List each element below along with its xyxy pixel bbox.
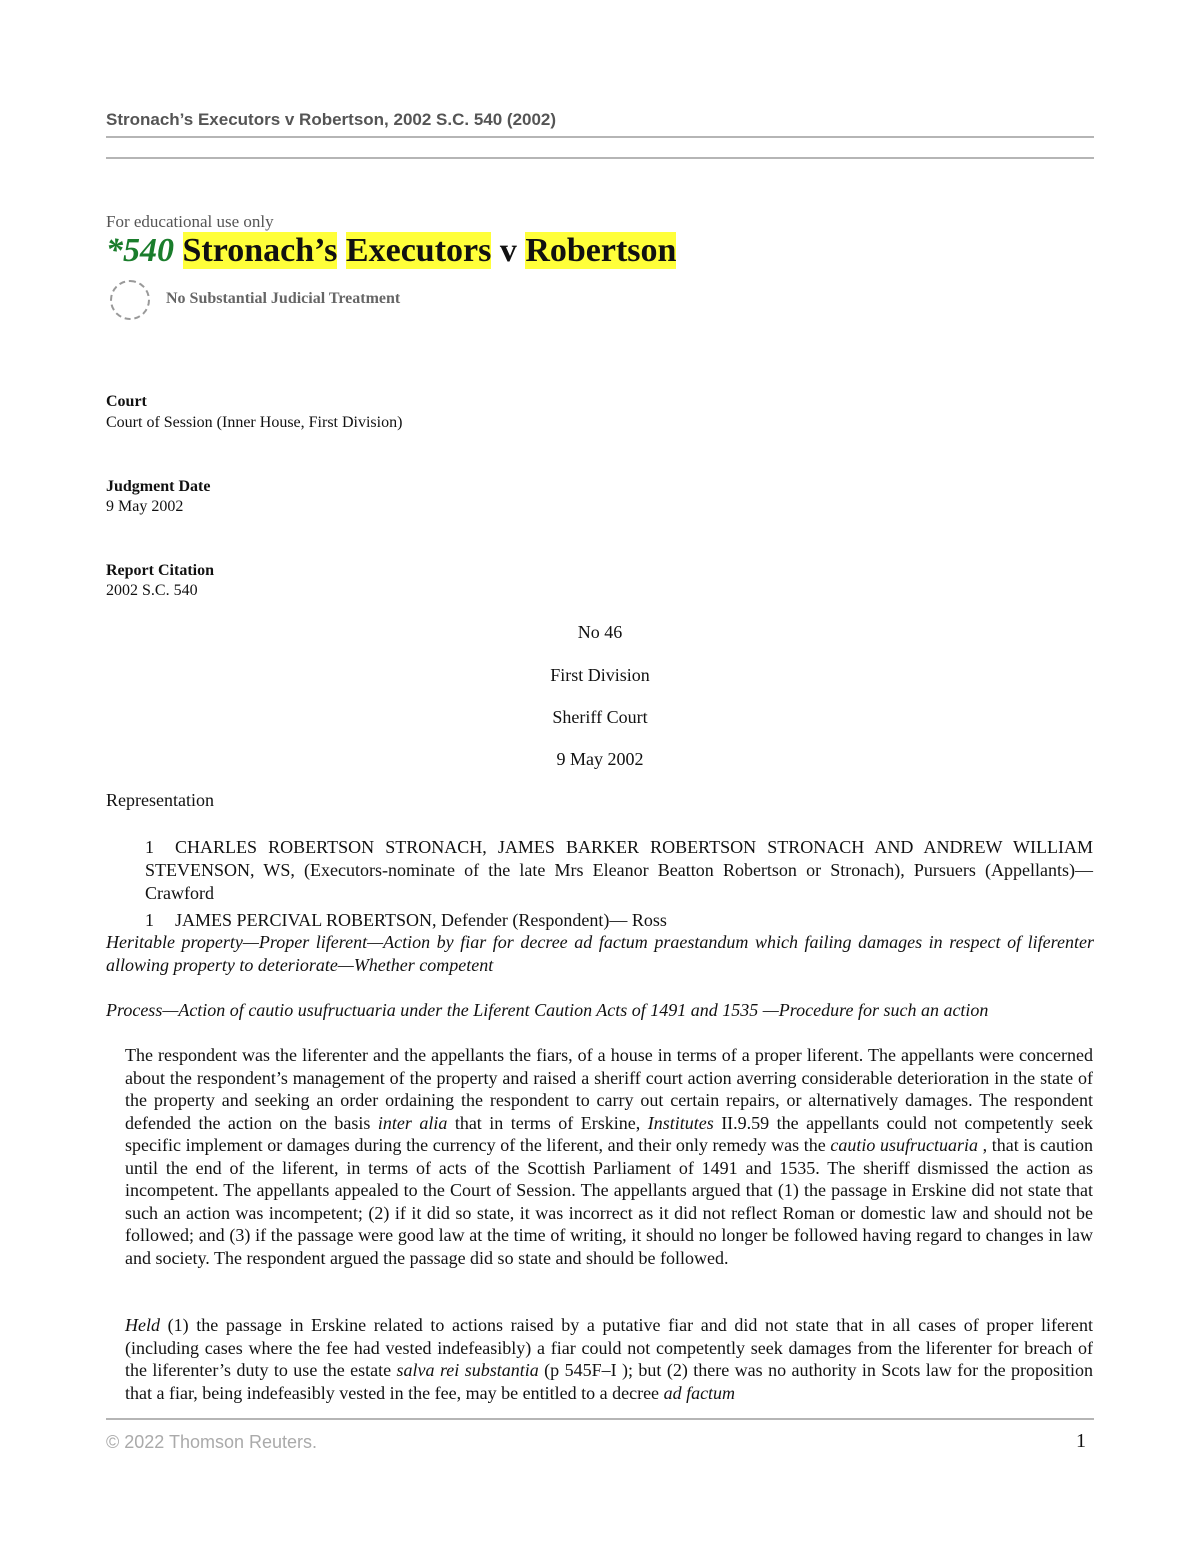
footer-rule (106, 1418, 1094, 1420)
judgment-date-value: 9 May 2002 (106, 498, 184, 515)
title-word-robertson: Robertson (525, 232, 677, 269)
report-citation-value: 2002 S.C. 540 (106, 582, 198, 599)
rubric-heritable-property: Heritable property—Proper liferent—Action by fiar for decree ad factum praestandum which failing damages in respect of liferenter allowing property to deteriorate—Whether competent (106, 932, 1094, 975)
headnote-paragraph-held: Held (1) the passage in Erskine related to actions raised by a putative fiar and did not state that in all cases of proper liferent (including cases where the fee had vested indefeasibly) a fiar could not competently seek damages from the liferenter for breach of the liferenter’s duty to use the estate salva rei substantia (p 545F–I ); but (2) there was no authority in Scots law for the proposition that a fiar, being indefeasibly vested in the fee, may be entitled to a decree ad factum (125, 1315, 1093, 1403)
page-number: 1 (1076, 1430, 1086, 1452)
title-word-stronachs: Stronach’s (182, 232, 338, 269)
title-connector: v (499, 232, 517, 269)
case-court: Sheriff Court (552, 707, 648, 727)
title-word-executors: Executors (345, 232, 492, 269)
party-text: JAMES PERCIVAL ROBERTSON, Defender (Respondent)— Ross (175, 910, 667, 930)
case-title (106, 232, 676, 270)
educational-notice: For educational use only (106, 212, 274, 231)
star-page-marker: *540 (106, 232, 174, 269)
party-defender (145, 909, 1093, 932)
rubric-process: Process—Action of cautio usufructuaria under the Liferent Caution Acts of 1491 and 1535 —Procedure for such an action (106, 1000, 989, 1020)
court-label: Court (106, 393, 147, 410)
copyright-notice: © 2022 Thomson Reuters. (106, 1432, 318, 1452)
case-division: First Division (550, 665, 650, 685)
case-number: No 46 (577, 622, 623, 642)
party-number: 1 (145, 837, 154, 857)
headnote-paragraph-facts: The respondent was the liferenter and the appellants the fiars, of a house in terms of a proper liferent. The appellants were concerned about the respondent’s management of the property and raised a sheriff court action averring considerable deterioration in the state of the property and seeking an order ordaining the respondent to carry out certain repairs, or alternatively damages. The respondent defended the action on the basis inter alia that in terms of Erskine, Institutes II.9.59 the appellants could not competently seek specific implement or damages during the currency of the liferent, and their only remedy was the cautio usufructuaria , that is caution until the end of the liferent, in terms of acts of the Scottish Parliament of 1491 and 1535. The sheriff dismissed the action as incompetent. The appellants appealed to the Court of Session. The appellants argued that (1) the passage in Erskine did not state that such an action was incompetent; (2) if it did so state, it was incorrect as it did not reflect Roman or domestic law and should not be followed; and (3) if the passage were good law at the time of writing, it should no longer be followed having regard to changes in law and society. The respondent argued the passage did so state and should be followed. (125, 1045, 1094, 1268)
case-date: 9 May 2002 (556, 749, 644, 769)
party-pursuers (145, 836, 1093, 905)
party-text: CHARLES ROBERTSON STRONACH, JAMES BARKER ROBERTSON STRONACH AND ANDREW WILLIAM STEVENSON, WS, (Executors-nominate of the late Mrs Eleanor Beatton Robertson or Stronach), Pursuers (Appellants)— Crawford (145, 837, 1093, 903)
treatment-label: No Substantial Judicial Treatment (166, 290, 401, 307)
court-value: Court of Session (Inner House, First Division) (106, 414, 403, 431)
header-rule-top (106, 136, 1094, 138)
party-number: 1 (145, 910, 154, 930)
report-citation-label: Report Citation (106, 562, 214, 579)
header-rule-bottom (106, 157, 1094, 159)
treatment-status-icon (110, 280, 150, 320)
representation-label: Representation (106, 790, 214, 810)
judgment-date-label: Judgment Date (106, 478, 211, 495)
running-header: Stronach’s Executors v Robertson, 2002 S.C. 540 (2002) (106, 110, 557, 129)
